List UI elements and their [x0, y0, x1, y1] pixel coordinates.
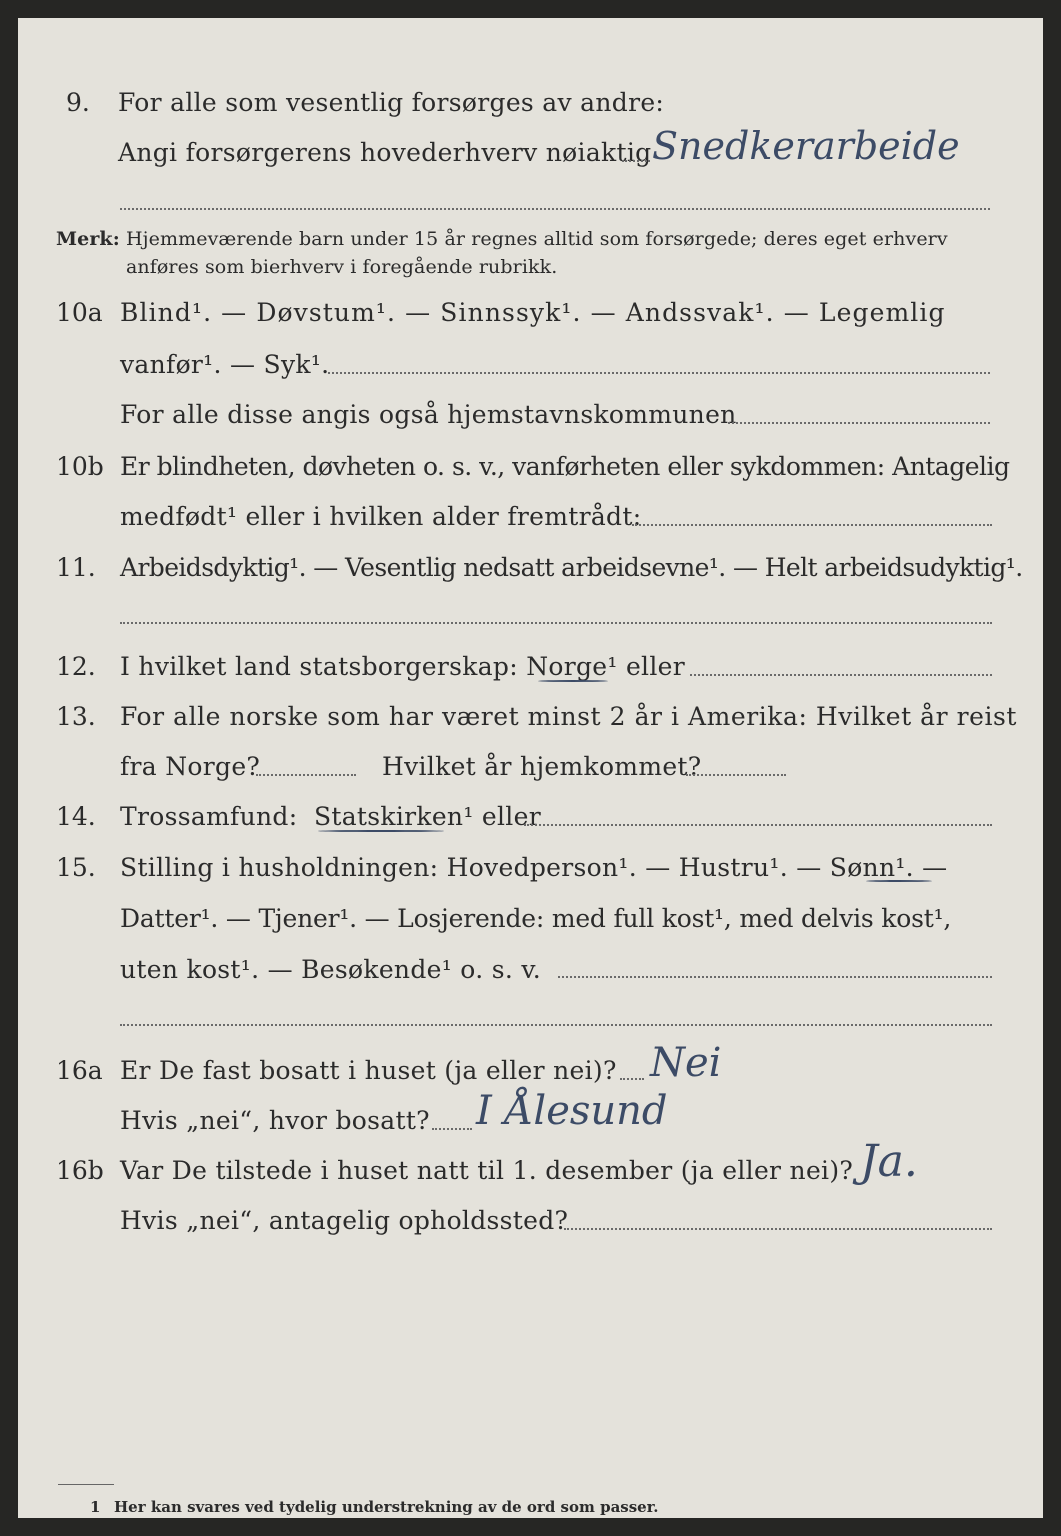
q15-line1-prefix: Stilling i husholdningen: Hovedperson¹. — Hustru¹. — [120, 853, 822, 882]
q16a-handwritten-answer-2: I Ålesund [476, 1088, 668, 1134]
q15-blank-line [120, 1024, 992, 1026]
q13-number: 13. [56, 702, 96, 731]
q15-option-sonn: Sønn [829, 853, 896, 882]
q14-number: 14. [56, 802, 96, 831]
q16b-line1: Var De tilstede i huset natt til 1. desember (ja eller nei)? [120, 1156, 854, 1185]
q16b-dotted-line [564, 1228, 992, 1230]
q10b-line2: medfødt¹ eller i hvilken alder fremtrådt: [120, 502, 642, 531]
q10b-line1: Er blindheten, døvheten o. s. v., vanførheten eller sykdommen: Antagelig [120, 452, 1010, 481]
q16a-number: 16a [56, 1056, 103, 1085]
q9-handwritten-answer: Snedkerarbeide [652, 124, 960, 168]
q10b-number: 10b [56, 452, 104, 481]
q12-suffix: ¹ eller [607, 652, 685, 681]
q11-blank-line [120, 622, 992, 624]
q10a-dotted-line-1 [328, 372, 990, 374]
q13-dotted-line-1 [256, 774, 356, 776]
q15-handwritten-underline [866, 880, 932, 882]
q14-handwritten-underline [318, 830, 444, 832]
q15-line1 [120, 853, 947, 882]
footnote-mark: 1 [90, 1498, 101, 1516]
q9-line1: For alle som vesentlig forsørges av andre: [118, 88, 665, 117]
q15-line2: Datter¹. — Tjener¹. — Losjerende: med full kost¹, med delvis kost¹, [120, 904, 952, 933]
q9-number: 9. [66, 88, 90, 117]
q15-line1-suffix: ¹. — [895, 853, 948, 882]
q10a-line2: vanfør¹. — Syk¹. [120, 350, 330, 379]
note-line2: anføres som bierhverv i foregående rubrikk. [126, 256, 558, 278]
q13-line1: For alle norske som har været minst 2 år i Amerika: Hvilket år reist [120, 702, 1018, 731]
q15-number: 15. [56, 853, 96, 882]
q9-line2: Angi forsørgerens hovederhverv nøiaktig [118, 138, 652, 167]
q16b-handwritten-answer: Ja. [860, 1136, 918, 1187]
q12-dotted-line [690, 674, 992, 676]
q14-text [120, 802, 541, 831]
q13-line2a: fra Norge? [120, 752, 261, 781]
q13-line2b: Hvilket år hjemkommet? [382, 752, 702, 781]
q12-handwritten-underline [538, 680, 608, 682]
q10a-line3: For alle disse angis også hjemstavnskommunen [120, 400, 737, 429]
q14-suffix: ¹ eller [463, 802, 541, 831]
q9-blank-line [120, 208, 990, 210]
q10a-line1: Blind¹. — Døvstum¹. — Sinnssyk¹. — Andssvak¹. — Legemlig [120, 298, 946, 327]
q12-option-norge: Norge [526, 652, 608, 681]
note-line1: Hjemmeværende barn under 15 år regnes alltid som forsørgede; deres eget erhverv [126, 228, 948, 250]
q16a-dotted-line-2 [432, 1128, 472, 1130]
q10b-dotted-line [632, 524, 992, 526]
q16b-line2: Hvis „nei“, antagelig opholdssted? [120, 1206, 569, 1235]
q16a-line1: Er De fast bosatt i huset (ja eller nei)? [120, 1056, 617, 1085]
q15-dotted-line [558, 976, 992, 978]
q13-dotted-line-2 [686, 774, 786, 776]
q15-line3: uten kost¹. — Besøkende¹ o. s. v. [120, 955, 542, 984]
q16a-dotted-line-1 [620, 1078, 644, 1080]
q12-text [120, 652, 685, 681]
q14-prefix: Trossamfund: [120, 802, 298, 831]
note-label: Merk: [56, 228, 120, 250]
q12-prefix: I hvilket land statsborgerskap: [120, 652, 518, 681]
q12-number: 12. [56, 652, 96, 681]
q10a-dotted-line-2 [728, 422, 990, 424]
q14-option-statskirken: Statskirken [313, 802, 464, 831]
q11-number: 11. [56, 553, 96, 582]
footnote-text: Her kan svares ved tydelig understrekning av de ord som passer. [114, 1498, 659, 1516]
footnote-rule [58, 1484, 114, 1485]
q11-line1: Arbeidsdyktig¹. — Vesentlig nedsatt arbeidsevne¹. — Helt arbeidsudyktig¹. [120, 553, 1023, 582]
q10a-number: 10a [56, 298, 103, 327]
q16a-line2: Hvis „nei“, hvor bosatt? [120, 1106, 430, 1135]
q16b-number: 16b [56, 1156, 104, 1185]
q9-dotted-line [622, 160, 650, 162]
q16a-handwritten-answer-1: Nei [650, 1040, 722, 1086]
q14-dotted-line [524, 824, 992, 826]
